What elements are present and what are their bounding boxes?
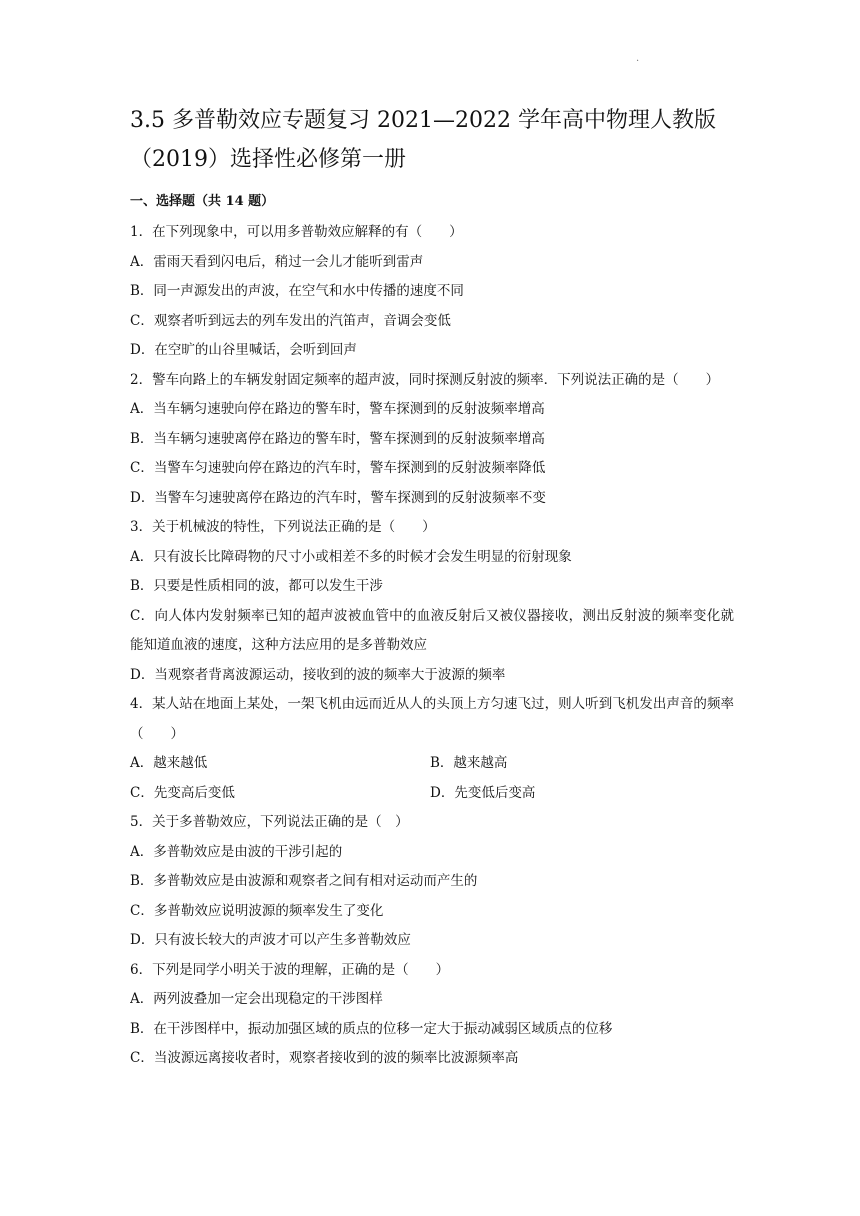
question-2-option-a: A．当车辆匀速驶向停在路边的警车时，警车探测到的反射波频率增高 — [130, 401, 545, 417]
question-6-option-b: B．在干涉图样中，振动加强区域的质点的位移一定大于振动减弱区域质点的位移 — [130, 1020, 613, 1037]
question-list — [130, 218, 734, 1074]
question-3-option-d: D．当观察者背离波源运动，接收到的波的频率大于波源的频率 — [130, 666, 506, 683]
document-title: 3.5 多普勒效应专题复习 2021—2022 学年高中物理人教版（2019）选择性必修第一册 — [130, 108, 716, 172]
question-3-option-a: A．只有波长比障碍物的尺寸小或相差不多的时候才会发生明显的衍射现象 — [130, 548, 572, 565]
question-5-option-c: C．多普勒效应说明波源的频率发生了变化 — [130, 902, 384, 919]
question-2-option-d: D．当警车匀速驶离停在路边的汽车时，警车探测到的反射波频率不变 — [130, 489, 546, 506]
question-2-option-b: B．当车辆匀速驶离停在路边的警车时，警车探测到的反射波频率增高 — [130, 430, 545, 447]
question-4-option-a: A．越来越低 — [130, 755, 208, 771]
header-mark: . — [636, 53, 640, 64]
question-1-option-b: B．同一声源发出的声波，在空气和水中传播的速度不同 — [130, 283, 464, 299]
question-5-stem: 5．关于多普勒效应，下列说法正确的是（ ） — [130, 814, 409, 830]
question-1-option-c: C．观察者听到远去的列车发出的汽笛声，音调会变低 — [130, 312, 451, 329]
question-4-options-row-2 — [130, 779, 734, 809]
question-1-stem: 1．在下列现象中，可以用多普勒效应解释的有（ ） — [130, 224, 463, 240]
question-1-option-a: A．雷雨天看到闪电后，稍过一会儿才能听到雷声 — [130, 253, 424, 270]
question-3-option-b: B．只要是性质相同的波，都可以发生干涉 — [130, 578, 383, 594]
question-4-stem: 4．某人站在地面上某处，一架飞机由远而近从人的头顶上方匀速飞过，则人听到飞机发出声音的频率（ ） — [130, 696, 734, 742]
question-4-option-b: B．越来越高 — [430, 755, 508, 771]
question-5-option-a: A．多普勒效应是由波的干涉引起的 — [130, 843, 343, 860]
question-2-option-c: C．当警车匀速驶向停在路边的汽车时，警车探测到的反射波频率降低 — [130, 460, 546, 476]
question-6-option-c: C．当波源远离接收者时，观察者接收到的波的频率比波源频率高 — [130, 1050, 519, 1066]
question-3-option-c: C．向人体内发射频率已知的超声波被血管中的血液反射后又被仪器接收，测出反射波的频率变化就能知道血液的速度，这种方法应用的是多普勒效应 — [130, 607, 734, 653]
question-2-stem: 2．警车向路上的车辆发射固定频率的超声波，同时探测反射波的频率．下列说法正确的是（ ） — [130, 371, 720, 388]
question-5-option-d: D．只有波长较大的声波才可以产生多普勒效应 — [130, 932, 411, 948]
question-4-option-c: C．先变高后变低 — [130, 784, 235, 801]
section-heading: 一、选择题（共 14 题） — [130, 194, 275, 209]
question-3-stem: 3．关于机械波的特性，下列说法正确的是（ ） — [130, 519, 436, 535]
question-4-option-d: D．先变低后变高 — [430, 784, 536, 801]
question-4-options-row-1 — [130, 749, 734, 779]
question-5-option-b: B．多普勒效应是由波源和观察者之间有相对运动而产生的 — [130, 873, 478, 889]
question-6-stem: 6．下列是同学小明关于波的理解，正确的是（ ） — [130, 961, 450, 978]
question-6-option-a: A．两列波叠加一定会出现稳定的干涉图样 — [130, 991, 383, 1007]
question-1-option-d: D．在空旷的山谷里喊话，会听到回声 — [130, 342, 357, 358]
